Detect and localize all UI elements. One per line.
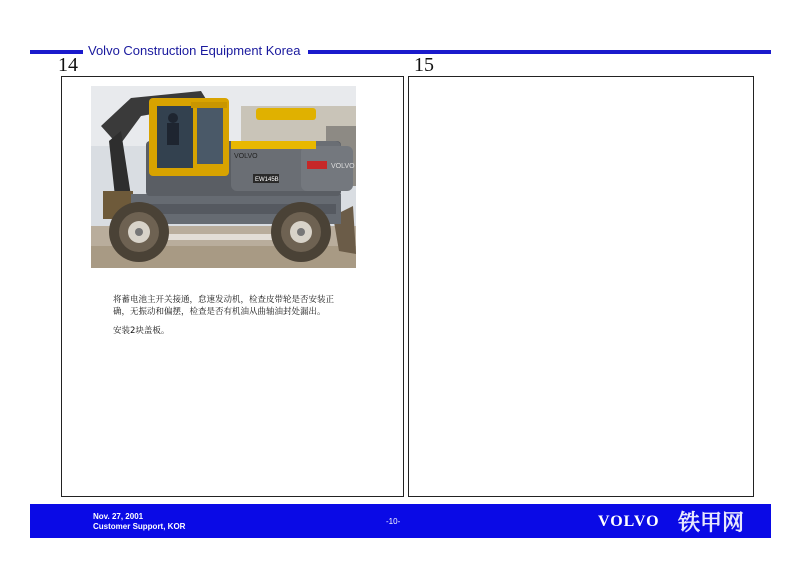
right-page-panel [408, 76, 754, 497]
footer-info [93, 512, 185, 532]
footer-department: Customer Support, KOR [93, 522, 186, 531]
volvo-logo: VOLVO [598, 513, 660, 530]
excavator-photo [91, 86, 356, 268]
model-label: EW145B [255, 177, 279, 183]
header-rule-right [308, 50, 771, 54]
site-watermark: 铁甲网 [678, 511, 745, 536]
instruction-text [113, 294, 343, 344]
footer-page-number: -10- [386, 517, 401, 526]
page-number-right: 15 [414, 54, 434, 76]
footer-date: Nov. 27, 2001 [93, 512, 144, 521]
left-page-panel [61, 76, 404, 497]
svg-text:VOLVO: VOLVO [331, 163, 355, 170]
page-number-left: 14 [58, 54, 78, 76]
footer-bar [30, 504, 771, 538]
company-title: Volvo Construction Equipment Korea [88, 43, 301, 58]
svg-text:VOLVO: VOLVO [234, 153, 258, 160]
instruction-paragraph-1: 将蓄电池主开关接通，怠速发动机，检查皮带轮是否安装正确，无振动和偏摆，检查是否有机油从曲轴油封处漏出。 [113, 295, 335, 317]
instruction-paragraph-2: 安装2块盖板。 [113, 326, 170, 336]
